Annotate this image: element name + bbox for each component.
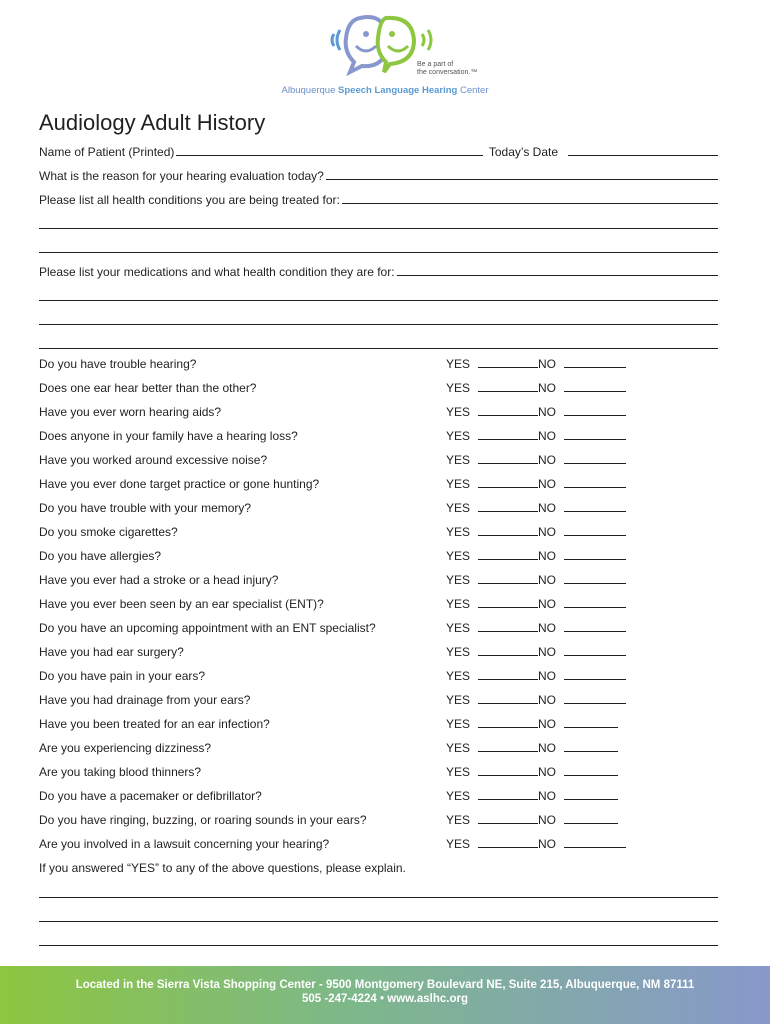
yes-no-answer (446, 693, 626, 707)
no-label: NO (538, 597, 557, 611)
yes-no-answer (446, 837, 626, 851)
tagline-line-1: Be a part of (417, 61, 454, 68)
yes-answer-field[interactable] (478, 679, 538, 680)
no-answer-field[interactable] (564, 367, 626, 368)
yes-answer-field[interactable] (478, 439, 538, 440)
question-text: Have you ever been seen by an ear specialist (ENT)? (39, 597, 324, 611)
question-text: Does anyone in your family have a hearing loss? (39, 429, 298, 443)
yes-no-answer (446, 453, 626, 467)
tagline-line-2: the conversation.™ (417, 69, 478, 76)
question-text: Do you have trouble hearing? (39, 357, 197, 371)
no-label: NO (538, 645, 557, 659)
todays-date-label: Today’s Date (488, 145, 558, 159)
health-conditions-line[interactable] (39, 252, 718, 253)
patient-name-field[interactable] (176, 155, 482, 156)
medications-line[interactable] (39, 324, 718, 325)
yes-answer-field[interactable] (478, 415, 538, 416)
question-text: Are you involved in a lawsuit concerning your hearing? (39, 837, 330, 851)
yes-label: YES (446, 549, 471, 563)
no-answer-field[interactable] (564, 487, 626, 488)
todays-date-field[interactable] (568, 155, 718, 156)
health-conditions-field[interactable] (342, 203, 718, 204)
no-label: NO (538, 765, 557, 779)
footer-contact: 505 -247-4224 • www.aslhc.org (302, 993, 468, 1005)
medications-label: Please list your medications and what health condition they are for: (39, 265, 395, 279)
no-label: NO (538, 741, 557, 755)
question-text: Have you ever had a stroke or a head injury? (39, 573, 279, 587)
yes-answer-field[interactable] (478, 559, 538, 560)
org-name-bold: Speech Language Hearing (338, 85, 458, 96)
yes-no-answer (446, 501, 626, 515)
question-text: Have you had drainage from your ears? (39, 693, 251, 707)
yes-label: YES (446, 405, 471, 419)
yes-label: YES (446, 429, 471, 443)
question-text: Have you worked around excessive noise? (39, 453, 268, 467)
patient-name-label: Name of Patient (Printed) (39, 145, 175, 159)
yes-no-answer (446, 669, 626, 683)
medications-row (39, 261, 718, 279)
no-label: NO (538, 549, 557, 563)
no-answer-field[interactable] (564, 631, 626, 632)
explain-line[interactable] (39, 921, 718, 922)
explain-line[interactable] (39, 945, 718, 946)
yes-no-answer (446, 573, 626, 587)
footer (0, 966, 770, 1024)
yes-label: YES (446, 525, 471, 539)
yes-answer-field[interactable] (478, 583, 538, 584)
yes-label: YES (446, 765, 471, 779)
explain-label: If you answered “YES” to any of the above questions, please explain. (39, 861, 406, 875)
yes-label: YES (446, 717, 471, 731)
health-conditions-label: Please list all health conditions you are being treated for: (39, 193, 340, 207)
health-row (39, 189, 718, 207)
medications-line[interactable] (39, 348, 718, 349)
question-text: Are you experiencing dizziness? (39, 741, 212, 755)
no-label: NO (538, 573, 557, 587)
yes-no-answer (446, 645, 626, 659)
yes-no-answer (446, 717, 618, 731)
yes-answer-field[interactable] (478, 847, 538, 848)
yes-answer-field[interactable] (478, 703, 538, 704)
no-answer-field[interactable] (564, 823, 618, 824)
no-label: NO (538, 525, 557, 539)
yes-answer-field[interactable] (478, 823, 538, 824)
no-answer-field[interactable] (564, 751, 618, 752)
logo (260, 12, 510, 102)
no-answer-field[interactable] (564, 703, 626, 704)
tagline (417, 61, 477, 77)
no-label: NO (538, 429, 557, 443)
yes-no-answer (446, 549, 626, 563)
org-name-post: Center (459, 85, 489, 96)
yes-label: YES (446, 837, 471, 851)
yes-label: YES (446, 357, 471, 371)
no-answer-field[interactable] (564, 559, 626, 560)
question-text: Have you been treated for an ear infection? (39, 717, 270, 731)
no-answer-field[interactable] (564, 583, 626, 584)
question-text: Does one ear hear better than the other? (39, 381, 257, 395)
no-label: NO (538, 789, 557, 803)
yes-no-answer (446, 813, 618, 827)
no-answer-field[interactable] (564, 847, 626, 848)
yes-answer-field[interactable] (478, 391, 538, 392)
yes-label: YES (446, 789, 471, 803)
no-answer-field[interactable] (564, 535, 626, 536)
yes-no-answer (446, 741, 618, 755)
yes-label: YES (446, 813, 471, 827)
yes-label: YES (446, 573, 471, 587)
yes-answer-field[interactable] (478, 535, 538, 536)
question-text: Do you have a pacemaker or defibrillator? (39, 789, 262, 803)
no-answer-field[interactable] (564, 655, 626, 656)
no-answer-field[interactable] (564, 511, 626, 512)
reason-field[interactable] (326, 179, 718, 180)
org-name-pre: Albuquerque (281, 85, 336, 96)
no-answer-field[interactable] (564, 415, 626, 416)
no-label: NO (538, 621, 557, 635)
yes-label: YES (446, 645, 471, 659)
no-answer-field[interactable] (564, 463, 626, 464)
question-text: Do you have an upcoming appointment with an ENT specialist? (39, 621, 376, 635)
yes-no-answer (446, 405, 626, 419)
yes-no-answer (446, 357, 626, 371)
no-label: NO (538, 381, 557, 395)
question-text: Are you taking blood thinners? (39, 765, 202, 779)
no-label: NO (538, 405, 557, 419)
medications-line[interactable] (39, 300, 718, 301)
no-label: NO (538, 669, 557, 683)
no-label: NO (538, 501, 557, 515)
yes-no-answer (446, 621, 626, 635)
yes-label: YES (446, 621, 471, 635)
yes-answer-field[interactable] (478, 751, 538, 752)
question-text: Do you have pain in your ears? (39, 669, 206, 683)
question-text: Do you have ringing, buzzing, or roaring sounds in your ears? (39, 813, 367, 827)
page-title: Audiology Adult History (39, 110, 266, 135)
no-answer-field[interactable] (564, 679, 626, 680)
yes-no-answer (446, 429, 626, 443)
yes-label: YES (446, 501, 471, 515)
reason-row (39, 165, 718, 183)
yes-answer-field[interactable] (478, 487, 538, 488)
yes-answer-field[interactable] (478, 511, 538, 512)
yes-answer-field[interactable] (478, 631, 538, 632)
yes-label: YES (446, 669, 471, 683)
yes-no-answer (446, 765, 618, 779)
yes-answer-field[interactable] (478, 367, 538, 368)
yes-answer-field[interactable] (478, 775, 538, 776)
question-text: Have you ever worn hearing aids? (39, 405, 222, 419)
health-conditions-line[interactable] (39, 228, 718, 229)
no-label: NO (538, 837, 557, 851)
question-text: Do you have allergies? (39, 549, 162, 563)
yes-label: YES (446, 453, 471, 467)
yes-label: YES (446, 381, 471, 395)
no-label: NO (538, 813, 557, 827)
yes-answer-field[interactable] (478, 463, 538, 464)
no-label: NO (538, 357, 557, 371)
yes-label: YES (446, 597, 471, 611)
no-label: NO (538, 453, 557, 467)
yes-no-answer (446, 381, 626, 395)
question-text: Do you have trouble with your memory? (39, 501, 252, 515)
no-answer-field[interactable] (564, 439, 626, 440)
yes-no-answer (446, 597, 626, 611)
footer-address: Located in the Sierra Vista Shopping Center - 9500 Montgomery Boulevard NE, Suite 215, Albuquerque, NM 87111 (75, 979, 695, 991)
yes-no-answer (446, 477, 626, 491)
yes-label: YES (446, 741, 471, 755)
yes-no-answer (446, 525, 626, 539)
organization-name (260, 85, 510, 96)
no-answer-field[interactable] (564, 727, 618, 728)
no-answer-field[interactable] (564, 391, 626, 392)
question-text: Do you smoke cigarettes? (39, 525, 178, 539)
explain-line[interactable] (39, 897, 718, 898)
no-answer-field[interactable] (564, 607, 626, 608)
no-label: NO (538, 477, 557, 491)
yes-answer-field[interactable] (478, 727, 538, 728)
yes-answer-field[interactable] (478, 799, 538, 800)
yes-answer-field[interactable] (478, 607, 538, 608)
yes-no-answer (446, 789, 618, 803)
yes-answer-field[interactable] (478, 655, 538, 656)
no-answer-field[interactable] (564, 799, 618, 800)
yes-label: YES (446, 477, 471, 491)
question-text: Have you ever done target practice or gone hunting? (39, 477, 320, 491)
question-text: Have you had ear surgery? (39, 645, 184, 659)
yes-label: YES (446, 693, 471, 707)
reason-label: What is the reason for your hearing evaluation today? (39, 169, 324, 183)
no-label: NO (538, 693, 557, 707)
no-label: NO (538, 717, 557, 731)
medications-field[interactable] (397, 275, 718, 276)
patient-row (39, 141, 718, 159)
no-answer-field[interactable] (564, 775, 618, 776)
